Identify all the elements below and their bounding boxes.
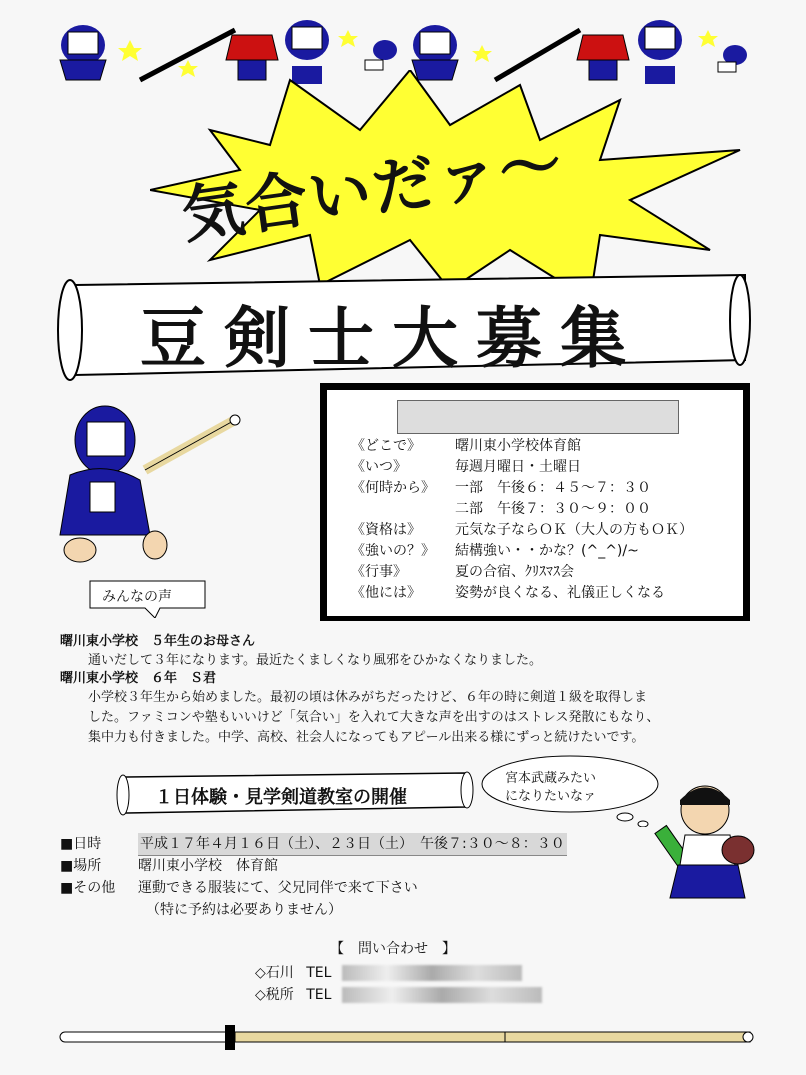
contact-row-1 xyxy=(255,962,522,982)
info-box xyxy=(320,383,750,621)
info-row xyxy=(351,457,581,477)
date-value: 平成１７年４月１６日（土）、２３日（土） 午後７:３０〜８：３０ xyxy=(138,833,567,856)
star-icon xyxy=(698,30,718,47)
info-row xyxy=(351,541,639,561)
shinai-divider xyxy=(55,1020,755,1055)
voice-2-line-2: した。ファミコンや塾もいいけど「気合い」を入れて大きな声を出すのはストレス発散にもなり、 xyxy=(88,710,660,725)
voices-label: みんなの声 xyxy=(102,589,172,605)
helmet-icon xyxy=(60,25,106,80)
boy-illustration xyxy=(650,780,760,910)
thought-line-1: 宮本武蔵みたい xyxy=(505,771,597,786)
contact-1-name: ◇石川 xyxy=(255,965,294,981)
info-value: 曙川東小学校体育館 xyxy=(455,438,581,454)
info-value: 姿勢が良くなる、礼儀正しくなる xyxy=(455,585,665,601)
glove-icon xyxy=(718,45,747,72)
info-value: 二部 午後７：３０〜９：００ xyxy=(455,501,651,517)
info-value: 毎週月曜日・土曜日 xyxy=(455,459,581,475)
date-label: ■日時 xyxy=(60,836,102,852)
heading-bar xyxy=(397,400,679,434)
voice-2-heading: 曙川東小学校 ６年 Ｓ君 xyxy=(60,671,217,686)
info-row xyxy=(351,499,651,519)
voice-2-line-1: 小学校３年生から始めました。最初の頃は休みがちだったけど、６年の時に剣道１級を取得しま xyxy=(88,690,648,705)
info-value: 結構強い・・かな？(^_^)/~ xyxy=(455,543,639,559)
info-value: 元気な子ならＯＫ（大人の方もＯＫ） xyxy=(455,522,693,538)
info-row xyxy=(351,583,665,603)
info-key: 《強いの？》 xyxy=(351,543,435,559)
info-key: 《何時から》 xyxy=(351,480,435,496)
contact-2-tel-label: TEL xyxy=(306,987,332,1003)
info-key: 《行事》 xyxy=(351,564,407,580)
kendo-kid-illustration xyxy=(55,400,245,580)
other-note: （特に予約は必要ありません） xyxy=(146,902,342,918)
contact-1-tel-label: TEL xyxy=(306,965,332,981)
info-row xyxy=(351,436,581,456)
voice-1-body: 通いだして３年になります。最近たくましくなり風邪をひかなくなりました。 xyxy=(88,653,542,668)
thought-text xyxy=(505,770,596,806)
other-label: ■その他 xyxy=(60,880,116,896)
star-icon xyxy=(118,40,142,61)
info-panel xyxy=(326,389,744,617)
main-title: 気合いだァ〜 xyxy=(177,126,568,253)
info-row xyxy=(351,520,693,540)
contact-header: 【 問い合わせ 】 xyxy=(330,941,456,957)
other-value: 運動できる服装にて、父兄同伴で来て下さい xyxy=(138,880,418,896)
glove-icon xyxy=(365,40,397,70)
recruit-title: 豆剣士大募集 xyxy=(140,300,644,377)
info-key: 《資格は》 xyxy=(351,522,421,538)
redacted-phone xyxy=(342,965,522,981)
info-key: 《いつ》 xyxy=(351,459,407,475)
trial-title: １日体験・見学剣道教室の開催 xyxy=(155,787,407,808)
info-row xyxy=(351,478,651,498)
voice-2-line-3: 集中力も付きました。中学、高校、社会人になってもアピール出来る様にずっと続けたいです。 xyxy=(88,730,645,745)
info-row xyxy=(351,562,574,582)
place-value: 曙川東小学校 体育館 xyxy=(138,858,278,874)
info-value: 一部 午後６：４５〜７：３０ xyxy=(455,480,651,496)
place-label: ■場所 xyxy=(60,858,102,874)
contact-row-2 xyxy=(255,984,542,1004)
thought-line-2: になりたいなァ xyxy=(505,789,597,804)
star-icon xyxy=(338,30,358,47)
redacted-phone xyxy=(342,987,542,1003)
voice-1-heading: 曙川東小学校 ５年生のお母さん xyxy=(60,634,256,649)
contact-2-name: ◇税所 xyxy=(255,987,294,1003)
info-value: 夏の合宿、ｸﾘｽﾏｽ会 xyxy=(455,564,574,580)
info-key: 《どこで》 xyxy=(351,438,421,454)
star-icon xyxy=(472,45,492,62)
info-key: 《他には》 xyxy=(351,585,421,601)
